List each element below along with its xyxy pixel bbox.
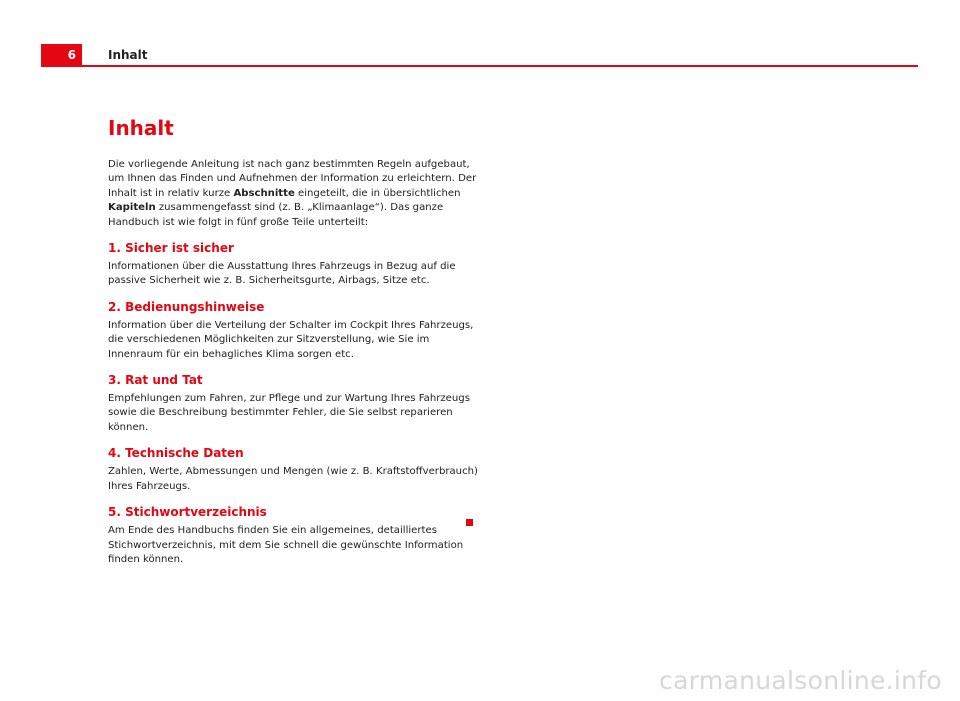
page-number: 6 (41, 44, 82, 66)
term-abschnitte: Abschnitte (233, 187, 295, 199)
section-text-stichwortverzeichnis: Am Ende des Handbuchs finden Sie ein allgemeines, detailliertes Stichwortverzeichnis, mit dem Sie schnell die gewünschte Information finden können. (108, 525, 464, 565)
section-heading-bedienung: 2. Bedienungshinweise (108, 299, 265, 314)
section-heading-rat-und-tat: 3. Rat und Tat (108, 373, 203, 388)
header-rule (41, 65, 918, 67)
header-title: Inhalt (108, 48, 148, 62)
intro-text-3: zusammengefasst sind (z. B. „Klimaanlage“). Das ganze Handbuch ist wie folgt in fünf große Teile unterteilt: (108, 202, 444, 228)
intro-text-2: eingeteilt, die in übersichtlichen (294, 187, 461, 199)
section-text-bedienung: Information über die Verteilung der Schalter im Cockpit Ihres Fahrzeugs, die verschiedenen Möglichkeiten zur Sitzverstellung, wie Sie im Innenraum für ein behagliches Klima sorgen etc. (108, 319, 474, 360)
intro-text-1: Die vorliegende Anleitung ist nach ganz bestimmten Regeln aufgebaut, um Ihnen das Finden und Aufnehmen der Information zu erleichtern. Der Inhalt ist in relativ kurze (108, 159, 477, 199)
watermark: carmanualsonline.info (659, 666, 942, 695)
term-kapiteln: Kapiteln (108, 202, 156, 214)
section-text-technische-daten: Zahlen, Werte, Abmessungen und Mengen (wie z. B. Kraftstoffverbrauch) Ihres Fahrzeugs. (108, 466, 478, 492)
section-text-rat-und-tat: Empfehlungen zum Fahren, zur Pflege und zur Wartung Ihres Fahrzeugs sowie die Beschreibung bestimmter Fehler, die Sie selbst reparieren können. (108, 393, 470, 433)
page-header (41, 44, 918, 68)
section-text-sicher: Informationen über die Ausstattung Ihres Fahrzeugs in Bezug auf die passive Sicherheit wie z. B. Sicherheitsgurte, Airbags, Sitze etc. (108, 261, 456, 287)
end-of-section-marker (466, 519, 473, 526)
intro-paragraph (108, 158, 478, 230)
section-heading-technische-daten: 4. Technische Daten (108, 446, 244, 461)
section-heading-sicher: 1. Sicher ist sicher (108, 241, 234, 256)
section-heading-stichwortverzeichnis: 5. Stichwortverzeichnis (108, 505, 267, 520)
page-title: Inhalt (108, 116, 174, 140)
main-content (108, 114, 478, 567)
